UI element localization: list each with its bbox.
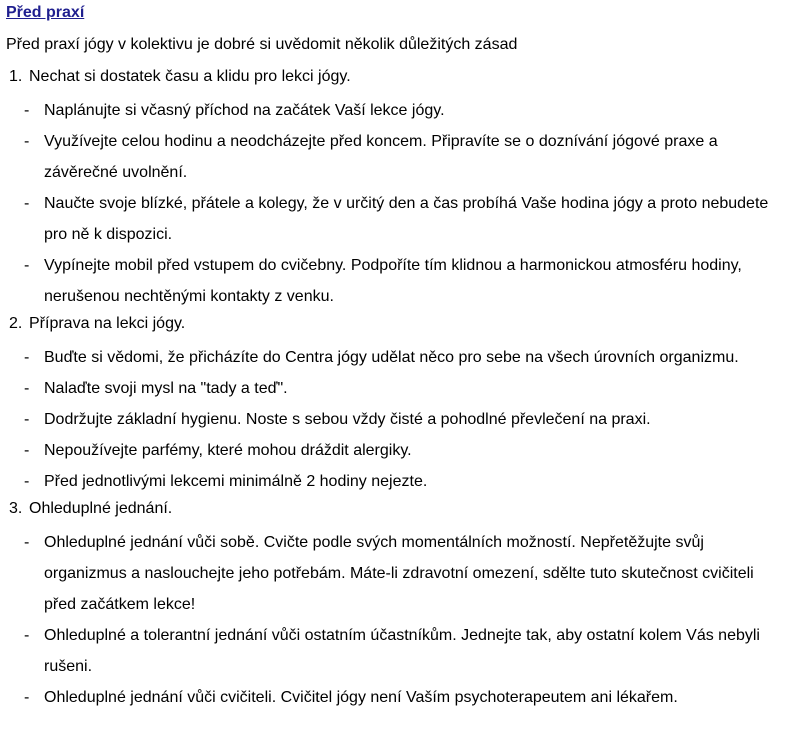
rule-item	[9, 250, 789, 312]
dash-bullet-icon: -	[24, 411, 30, 428]
rule-section-title	[9, 498, 789, 520]
rule-section-title-text: Ohleduplné jednání.	[29, 500, 173, 517]
rule-item	[9, 373, 789, 404]
rule-section	[9, 498, 789, 713]
dash-bullet-icon: -	[24, 689, 30, 706]
rule-item-text: Vypínejte mobil před vstupem do cvičebny. Podpoříte tím klidnou a harmonickou atmosféru hodiny, nerušenou nechtěnými kontakty z venku.	[44, 257, 742, 305]
rule-section-title-text: Příprava na lekci jógy.	[29, 315, 186, 332]
rule-item-text: Naučte svoje blízké, přátele a kolegy, že v určitý den a čas probíhá Vaše hodina jógy a proto nebudete pro ně k dispozici.	[44, 195, 769, 243]
rule-item	[9, 620, 789, 682]
rule-item	[9, 188, 789, 250]
dash-bullet-icon: -	[24, 195, 30, 212]
rule-item	[9, 682, 789, 713]
rule-section	[9, 66, 789, 312]
dash-bullet-icon: -	[24, 349, 30, 366]
dash-bullet-icon: -	[24, 380, 30, 397]
rule-section-title-text: Nechat si dostatek času a klidu pro lekci jógy.	[29, 68, 351, 85]
rule-section-number: 2.	[9, 315, 23, 332]
rule-item-text: Ohleduplné a tolerantní jednání vůči ostatním účastníkům. Jednejte tak, aby ostatní kolem Vás nebyli rušeni.	[44, 627, 760, 675]
dash-bullet-icon: -	[24, 102, 30, 119]
rule-item	[9, 404, 789, 435]
rule-item-text: Ohleduplné jednání vůči sobě. Cvičte podle svých momentálních možností. Nepřetěžujte svůj organizmus a naslouchejte jeho potřebám. Máte-li zdravotní omezení, sdělte tuto skutečnost cvičiteli před začátkem lekce!	[44, 534, 754, 613]
rule-section-title	[9, 313, 789, 335]
rule-item-text: Před jednotlivými lekcemi minimálně 2 hodiny nejezte.	[44, 473, 428, 490]
dash-bullet-icon: -	[24, 627, 30, 644]
rule-section-title	[9, 66, 789, 88]
rule-section	[9, 313, 789, 497]
rule-item	[9, 527, 789, 620]
rule-item	[9, 126, 789, 188]
rule-item-text: Naplánujte si včasný příchod na začátek Vaší lekce jógy.	[44, 102, 445, 119]
rule-item	[9, 466, 789, 497]
rule-item	[9, 95, 789, 126]
rule-item-text: Ohleduplné jednání vůči cvičiteli. Cvičitel jógy není Vaším psychoterapeutem ani lékařem.	[44, 689, 678, 706]
rule-item-text: Dodržujte základní hygienu. Noste s sebou vždy čisté a pohodlné převlečení na praxi.	[44, 411, 651, 428]
dash-bullet-icon: -	[24, 257, 30, 274]
rule-item-text: Nepoužívejte parfémy, které mohou dráždit alergiky.	[44, 442, 412, 459]
rule-item-text: Nalaďte svoji mysl na "tady a teď".	[44, 380, 288, 397]
intro-text: Před praxí jógy v kolektivu je dobré si uvědomit několik důležitých zásad	[6, 36, 518, 53]
section-heading-link[interactable]: Před praxí	[6, 4, 85, 21]
dash-bullet-icon: -	[24, 473, 30, 490]
rule-item	[9, 435, 789, 466]
rules-list	[9, 63, 789, 713]
rule-section-number: 3.	[9, 500, 23, 517]
dash-bullet-icon: -	[24, 133, 30, 150]
rule-item-text: Buďte si vědomi, že přicházíte do Centra jógy udělat něco pro sebe na všech úrovních organizmu.	[44, 349, 739, 366]
dash-bullet-icon: -	[24, 534, 30, 551]
rule-section-number: 1.	[9, 68, 23, 85]
rule-item-text: Využívejte celou hodinu a neodcházejte před koncem. Připravíte se o doznívání jógové praxe a závěrečné uvolnění.	[44, 133, 718, 181]
dash-bullet-icon: -	[24, 442, 30, 459]
rule-item	[9, 342, 789, 373]
